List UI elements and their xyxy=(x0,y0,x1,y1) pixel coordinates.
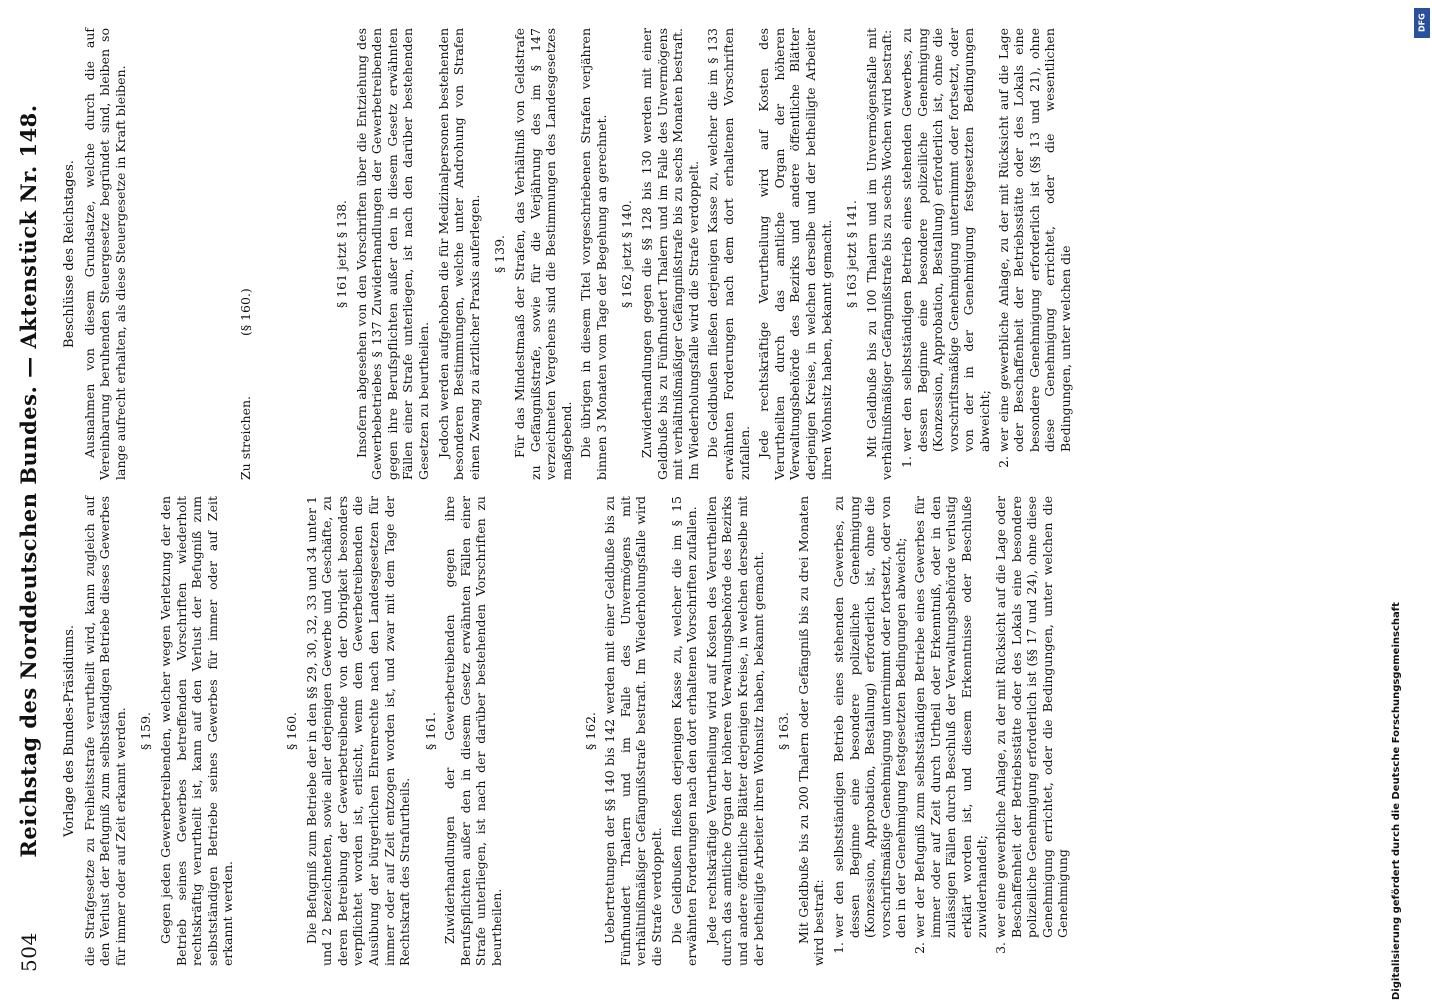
section-number: § 163. xyxy=(776,711,792,751)
paragraph: Uebertretungen der §§ 140 bis 142 werden mit einer Geldbuße bis zu Fünfhundert Thalern und im Falle des Unvermögens mit verhältnißmäßiger Gefängnißstrafe bestraft. Im Wiederholungsfalle wird die Strafe verdoppelt. xyxy=(602,496,665,966)
section-number: § 162 jetzt § 140. xyxy=(619,200,635,308)
paragraph: Insofern abgesehen von den Vorschriften über die Entziehung des Gewerbebetriebes § 137 Zuwiderhandlungen der Gewerbetreibenden gegen ihre Berufspflichten außer den in diesem Gesetz erwähnten Fällen einer Strafe unterliegen, ist nach den darüber bestehenden Gesetzen zu beurtheilen. xyxy=(353,28,431,480)
paragraph: Mit Geldbuße bis zu 100 Thalern und im Unvermögensfalle mit verhältnißmäßiger Gefängnißstrafe bis zu sechs Wochen wird bestraft: xyxy=(863,28,895,480)
paragraph: Gegen jeden Gewerbetreibenden, welcher wegen Verletzung der den Betrieb seines Gewerbes betreffenden Vorschriften wiederholt rechtskräftig verurtheilt ist, kann auf den Verlust der Befugniß zum selbstständigen Betriebe seines Gewerbes für immer oder auf Zeit erkannt werden. xyxy=(157,496,236,966)
paragraph: Für das Mindestmaaß der Strafen, das Verhältniß von Geldstrafe zu Gefängnißstrafe, sowie für die Verjährung des im § 147 verzeichneten Vergehens sind die Bestimmungen des Landesgesetzes maßgebend. xyxy=(511,28,574,480)
section-number: § 159. xyxy=(138,711,154,751)
section-number: § 161. xyxy=(422,711,438,751)
list-item: 1. wer den selbstständigen Betrieb eines stehenden Gewerbes, zu dessen Beginne eine besondere polizeiliche Genehmigung (Konzession, Approbation, Bestallung) erforderlich ist, ohne die vorschriftsmäßige Genehmigung unternimmt oder fortsetzt, oder von der in der Genehmigung festgesetzten Bedingungen abweicht; xyxy=(899,28,993,452)
list-item: 2. wer der Befugniß zum selbstständigen Betriebe eines Gewerbes für immer oder auf Zeit durch Urtheil oder Erkenntniß, oder in den zulässigen Fällen durch Beschluß der Verwaltungsbehörde verlustig erklärt worden ist, und diesem Erkenntnisse oder Beschluße zuwiderhandelt; xyxy=(912,496,990,938)
numbered-list xyxy=(899,28,1074,480)
paragraph: Ausnahmen von diesem Grundsatze, welche durch die auf Vereinbarung beruhenden Steuergesetze begründet sind, bleiben so lange aufrecht erhalten, als diese Steuergesetze in Kraft bleiben. xyxy=(81,28,128,480)
paragraph: Mit Geldbuße bis zu 200 Thalern oder Gefängniß bis zu drei Monaten wird bestraft: xyxy=(795,496,827,966)
paragraph: Jede rechtskräftige Verurtheilung wird auf Kosten des Verurtheilten durch das amtliche Organ der höheren Verwaltungsbehörde des Bezirks und andere öffentliche Blätter derjenigen Kreise, in welchen derselbe und der betheiligte Arbeiter ihren Wohnsitz haben, bekannt gemacht. xyxy=(756,28,834,480)
section-number: § 162. xyxy=(582,711,598,751)
page-number: 504 xyxy=(17,932,41,972)
section-number: § 161 jetzt § 138. xyxy=(333,200,349,308)
paragraph: Jedoch werden aufgehoben die für Medizinalpersonen bestehenden besonderen Bestimmungen, welche unter Androhung von Strafen einen Zwang zu ärztlicher Praxis auferlegen. xyxy=(435,28,482,480)
list-item: 1. wer den selbstständigen Betrieb eines stehenden Gewerbes, zu dessen Beginne eine besondere polizeiliche Genehmigung (Konzession, Approbation, Bestallung) erforderlich ist, ohne die vorschriftsmäßige Genehmigung unternimmt oder fortsetzt, oder von den in der Genehmigung festgesetzten Bedingungen abweicht; xyxy=(831,496,909,938)
list-item: 2. wer eine gewerbliche Anlage, zu der mit Rücksicht auf die Lage oder Beschaffenheit der Betriebsstätte oder des Lokals eine besondere Genehmigung erforderlich ist (§§ 13 und 21), ohne diese Genehmigung errichtet, oder die wesentlichen Bedingungen, unter welchen die xyxy=(996,28,1074,452)
right-column xyxy=(60,28,1078,480)
paragraph: Jede rechtskräftige Verurtheilung wird auf Kosten des Verurtheilten durch das amtliche Organ der höheren Verwaltungsbehörde des Bezirks und andere öffentliche Blätter derjenigen Kreise, in welchen derselbe mit der betheiligte Arbeiter ihren Wohnsitz haben, bekannt gemacht. xyxy=(703,496,766,966)
left-column xyxy=(60,496,1075,966)
right-column-heading: Beschlüsse des Reichstages. xyxy=(62,160,77,348)
left-column-heading: Vorlage des Bundes-Präsidiums. xyxy=(62,625,77,838)
paragraph: Die übrigen in diesem Titel vorgeschriebenen Strafen verjähren binnen 3 Monaten vom Tage der Begehung an gerechnet. xyxy=(578,28,609,480)
digitization-credit: Digitalisierung gefördert durch die Deutsche Forschungsgemeinschaft xyxy=(1391,602,1402,1000)
strike-note: Zu streichen. xyxy=(238,396,254,480)
paragraph: Zuwiderhandlungen der Gewerbetreibenden gegen ihre Berufspflichten außer den in diesem Gesetz erwähnten Fällen einer Strafe unterliegen, ist nach der darüber bestehenden Vorschriften zu beurtheilen. xyxy=(442,496,505,966)
section-number: § 139. xyxy=(492,234,508,274)
paragraph: Die Befugniß zum Betriebe der in den §§ 29, 30, 32, 33 und 34 unter 1 und 2 bezeichneten, sowie aller derjenigen Gewerbe und Geschäfte, zu deren Betreibung der Gewerbetreibende von der Obrigkeit besonders verpflichtet worden ist, erlischt, wenn dem Gewerbetreibenden die Ausübung der bürgerlichen Ehrenrechte nach den Landesgesetzen für immer oder auf Zeit entzogen worden ist, und zwar mit dem Tage der Rechtskraft des Strafurtheils. xyxy=(303,496,413,966)
paragraph: Die Geldbußen fließen derjenigen Kasse zu, welcher die im § 133 erwähnten Forderungen nach dem dort erhaltenen Vorschriften zufallen. xyxy=(705,28,752,480)
page-title: Reichstag des Norddeutschen Bundes. — Aktenstück Nr. 148. xyxy=(16,104,41,858)
paragraph: Zuwiderhandlungen gegen die §§ 128 bis 130 werden mit einer Geldbuße bis zu Fünfhundert Thalern und im Falle des Unvermögens mit verhältnißmäßiger Gefängnißstrafe bis zu sechs Monaten bestraft. Im Wiederholungsfalle wird die Strafe verdoppelt. xyxy=(639,28,701,480)
list-item: 3. wer eine gewerbliche Anlage, zu der mit Rücksicht auf die Lage oder Beschaffenheit der Betriebsstätte oder des Lokals eine besondere polizeiliche Genehmigung erforderlich ist (§§ 17 und 24), ohne diese Genehmigung errichtet, oder die Bedingungen, unter welchen die Genehmigung xyxy=(993,496,1071,938)
numbered-list xyxy=(831,496,1071,966)
dfg-logo: DFG xyxy=(1414,8,1430,38)
page-header xyxy=(16,40,56,972)
section-number: (§ 160.) xyxy=(238,288,254,336)
section-number: § 163 jetzt § 141. xyxy=(844,200,860,308)
paragraph: die Strafgesetze zu Freiheitsstrafe verurtheilt wird, kann zugleich auf den Verlust der Befugniß zum selbstständigen Betriebe dieses Gewerbes für immer oder auf Zeit erkannt werden. xyxy=(81,496,128,966)
section-number: § 160. xyxy=(283,711,299,751)
paragraph: Die Geldbußen fließen derjenigen Kasse zu, welcher die im § 15 erwähnten Forderungen nach den dort erhaltenen Vorschriften zufallen. xyxy=(668,496,700,966)
